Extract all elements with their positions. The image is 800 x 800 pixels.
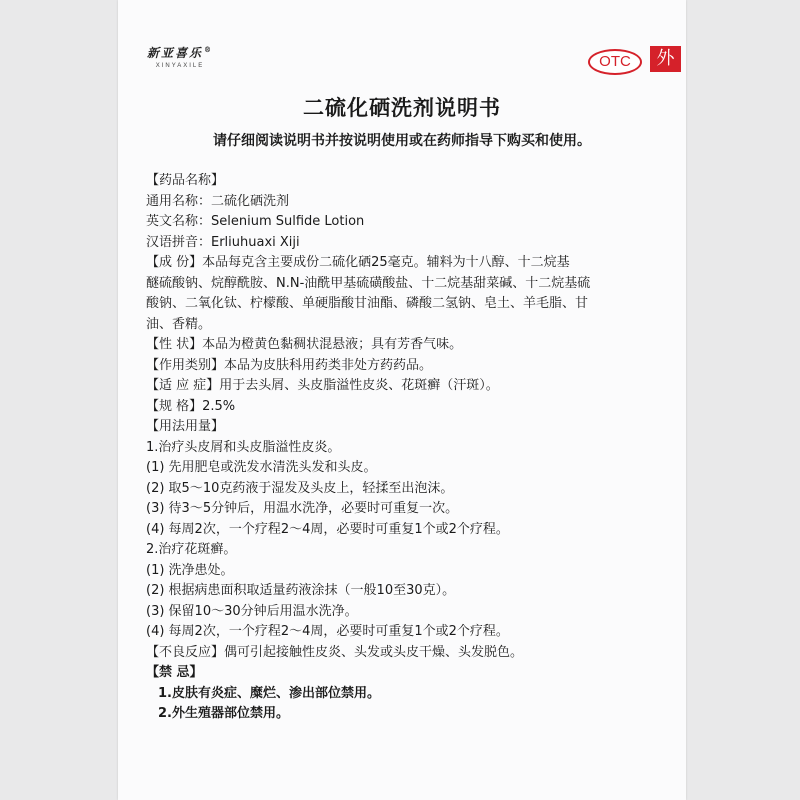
leaflet-content bbox=[146, 171, 686, 725]
composition-line-4: 油、香精。 bbox=[146, 316, 212, 332]
brand-logo bbox=[132, 44, 228, 69]
document-subtitle: 请仔细阅读说明书并按说明使用或在药师指导下购买和使用。 bbox=[213, 133, 591, 149]
usage-item: (1) 先用肥皂或洗发水清洗头发和头皮。 bbox=[146, 460, 377, 475]
usage-item: (4) 每周2次，一个疗程2～4周，必要时可重复1个或2个疗程。 bbox=[146, 521, 509, 537]
usage-item: (3) 待3～5分钟后，用温水洗净，必要时可重复一次。 bbox=[146, 501, 459, 516]
pinyin-name: 汉语拼音：Erliuhuaxi Xiji bbox=[146, 234, 300, 250]
document-title: 二硫化硒洗剂说明书 bbox=[303, 96, 501, 120]
indications: 【适 应 症】用于去头屑、头皮脂溢性皮炎、花斑癣（汗斑）。 bbox=[146, 378, 499, 393]
external-use-badge: 外 bbox=[650, 46, 681, 72]
usage-item: (3) 保留10～30分钟后用温水洗净。 bbox=[146, 603, 358, 619]
composition-line-2: 醚硫酸钠、烷醇酰胺、N.N-油酰甲基硫磺酸盐、十二烷基甜菜碱、十二烷基硫 bbox=[146, 275, 591, 291]
usage-item: (1) 洗净患处。 bbox=[146, 562, 234, 578]
usage-item: (2) 取5～10克药液于湿发及头皮上，轻揉至出泡沫。 bbox=[146, 480, 454, 496]
usage-item: 2.治疗花斑癣。 bbox=[146, 542, 237, 557]
specification: 【规 格】2.5% bbox=[146, 398, 236, 414]
usage-item: 1.治疗头皮屑和头皮脂溢性皮炎。 bbox=[146, 439, 341, 455]
brand-name-en: XINYAXILE bbox=[155, 63, 205, 69]
composition-line-3: 酸钠、二氧化钛、柠檬酸、单硬脂酸甘油酯、磷酸二氢钠、皂土、羊毛脂、甘 bbox=[146, 296, 589, 311]
usage-item: (2) 根据病患面积取适量药液涂抹（一般10至30克）。 bbox=[146, 583, 456, 598]
english-name: 英文名称：Selenium Sulfide Lotion bbox=[146, 214, 365, 229]
usage-item: (4) 每周2次，一个疗程2～4周，必要时可重复1个或2个疗程。 bbox=[146, 624, 509, 639]
otc-badge: OTC bbox=[588, 49, 642, 75]
section-drug-name: 【药品名称】 bbox=[146, 173, 225, 188]
generic-name: 通用名称：二硫化硒洗剂 bbox=[146, 193, 290, 209]
registered-mark: ® bbox=[204, 45, 213, 54]
contraindication-item: 2.外生殖器部位禁用。 bbox=[158, 706, 289, 721]
appearance: 【性 状】本品为橙黄色黏稠状混悬液；具有芳香气味。 bbox=[146, 337, 463, 352]
section-usage: 【用法用量】 bbox=[146, 419, 225, 434]
section-contraindications: 【禁 忌】 bbox=[146, 665, 203, 680]
adverse-reactions: 【不良反应】偶可引起接触性皮炎、头发或头皮干燥、头发脱色。 bbox=[146, 644, 524, 660]
composition-line-1: 【成 份】本品每克含主要成份二硫化硒25毫克。辅料为十八醇、十二烷基 bbox=[146, 255, 570, 270]
brand-name-cn: 新亚喜乐 bbox=[146, 46, 203, 60]
category: 【作用类别】本品为皮肤科用药类非处方药药品。 bbox=[146, 357, 433, 373]
contraindication-item: 1.皮肤有炎症、糜烂、渗出部位禁用。 bbox=[158, 685, 380, 701]
